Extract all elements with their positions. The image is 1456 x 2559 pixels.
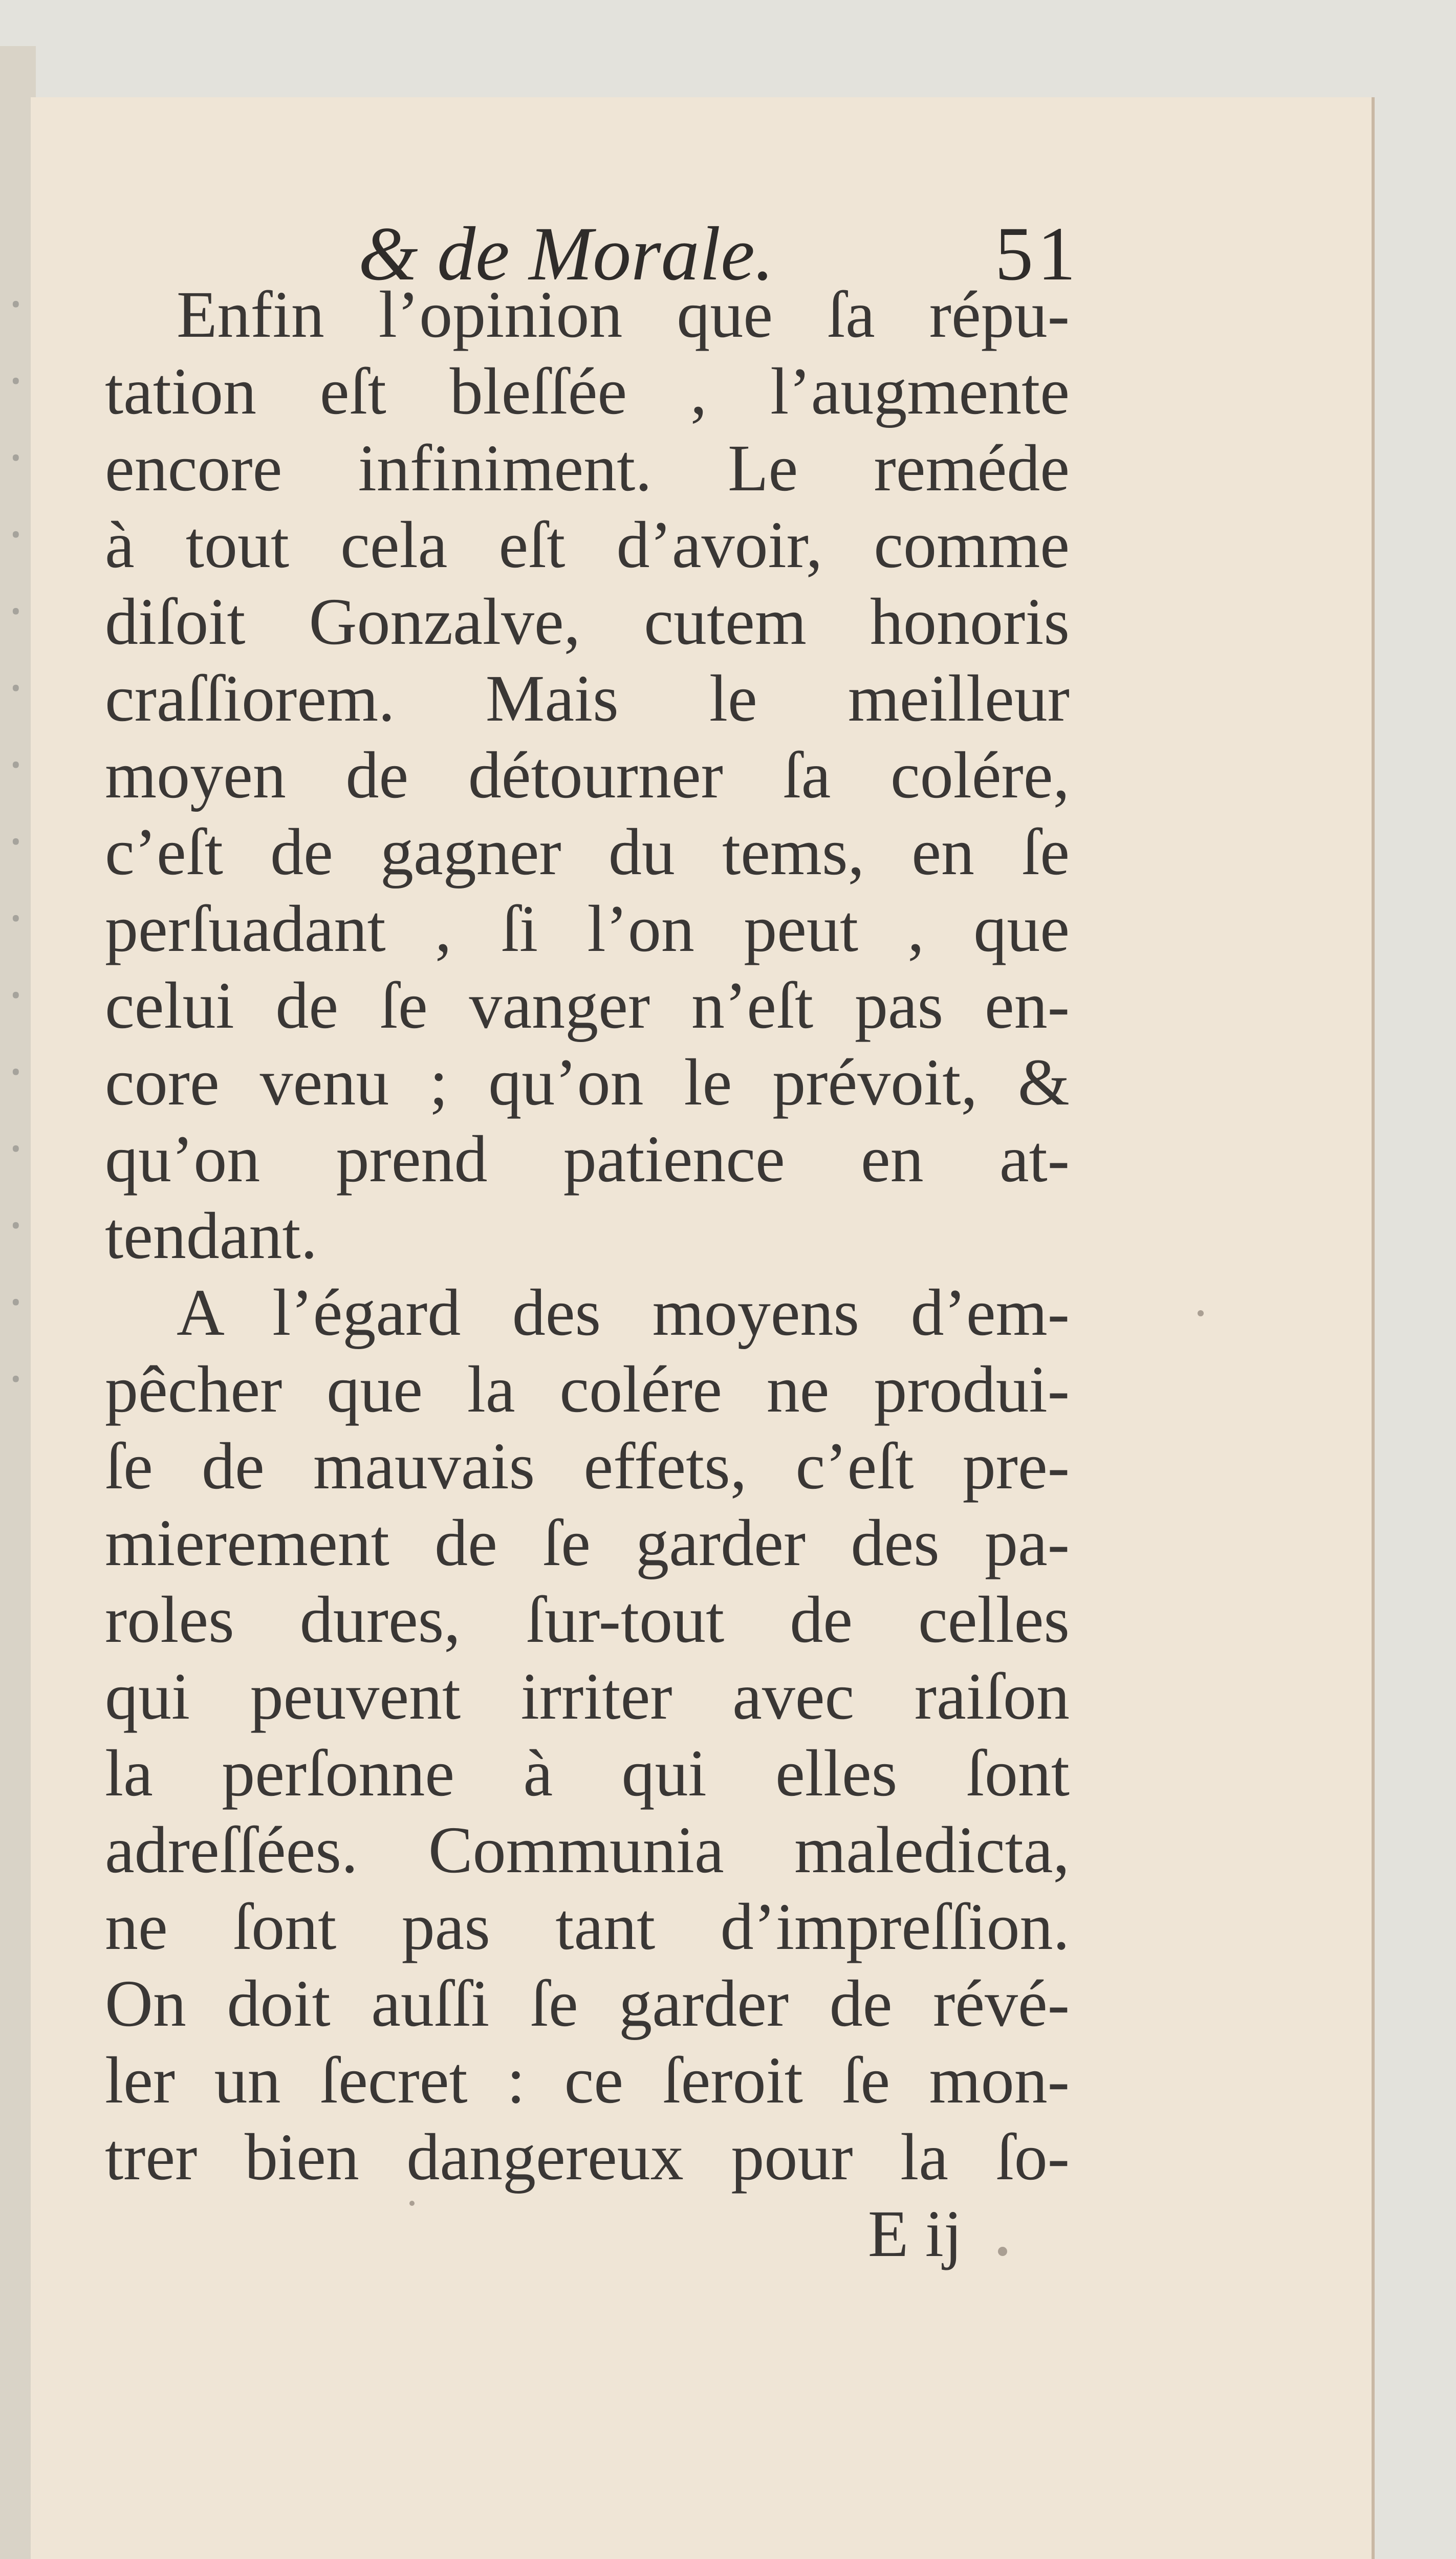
text-line: à tout cela eſt d’avoir, comme <box>105 508 1070 582</box>
text-line: qu’on prend patience en at- <box>105 1122 1070 1196</box>
text-line: ſe de mauvais effets, c’eſt pre- <box>105 1429 1070 1503</box>
text-line: Enfin l’opinion que ſa répu- <box>177 278 1070 352</box>
paper-speck <box>1198 1310 1204 1316</box>
running-title: & de Morale. <box>358 211 774 296</box>
text-line: trer bien dangereux pour la ſo- <box>105 2120 1070 2194</box>
text-line: encore infiniment. Le reméde <box>105 431 1070 505</box>
running-header <box>105 189 1080 296</box>
signature-mark: E ij <box>867 2197 962 2271</box>
text-line: perſuadant , ſi l’on peut , que <box>105 892 1070 966</box>
text-line: moyen de détourner ſa colére, <box>105 739 1070 812</box>
text-line: c’eſt de gagner du tems, en ſe <box>105 815 1070 889</box>
text-line: adreſſées. Communia maledicta, <box>105 1813 1070 1887</box>
text-line: diſoit Gonzalve, cutem honoris <box>105 585 1070 659</box>
text-line: roles dures, ſur-tout de celles <box>105 1583 1070 1657</box>
facing-page-bleed: ꞏ ꞏ ꞏ ꞏ ꞏ ꞏ ꞏ ꞏ ꞏ ꞏ ꞏ ꞏ ꞏ ꞏ ꞏ <box>10 284 21 1400</box>
text-line: qui peuvent irriter avec raiſon <box>105 1660 1070 1733</box>
text-line: ne ſont pas tant d’impreſſion. <box>105 1890 1070 1964</box>
text-line: tation eſt bleſſée , l’augmente <box>105 355 1070 428</box>
text-line: tendant. <box>105 1199 318 1273</box>
text-line: celui de ſe vanger n’eſt pas en- <box>105 969 1070 1043</box>
text-line: ler un ſecret : ce ſeroit ſe mon- <box>105 2044 1070 2117</box>
text-line: la perſonne à qui elles ſont <box>105 1737 1070 1810</box>
page-text <box>105 189 1080 2272</box>
text-line: pêcher que la colére ne produi- <box>105 1353 1070 1426</box>
text-line: craſſiorem. Mais le meilleur <box>105 662 1070 735</box>
page-number: 51 <box>995 211 1080 296</box>
text-line: mierement de ſe garder des pa- <box>105 1506 1070 1580</box>
text-line: core venu ; qu’on le prévoit, & <box>105 1046 1070 1119</box>
text-line: A l’égard des moyens d’em- <box>177 1276 1070 1350</box>
text-line: On doit auſſi ſe garder de révé- <box>105 1967 1070 2041</box>
